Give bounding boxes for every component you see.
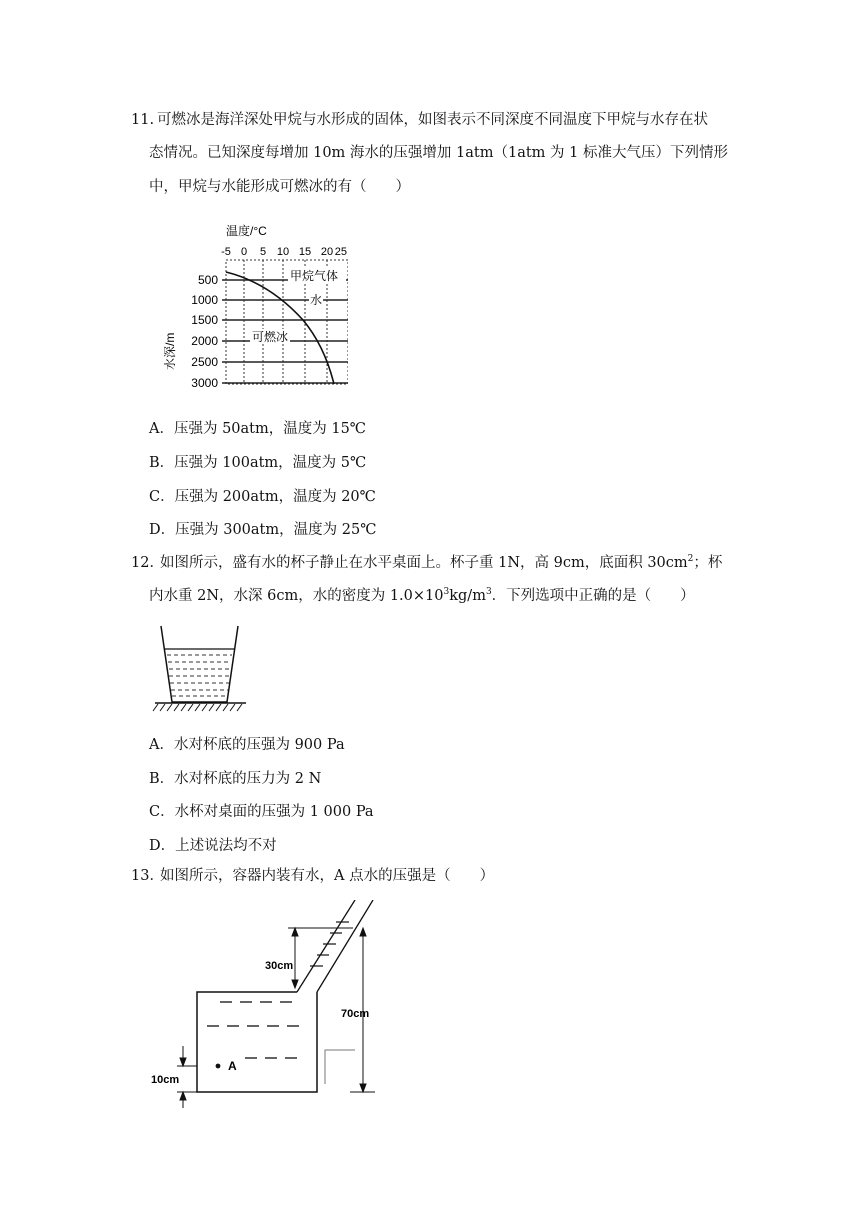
q11-text-line2: 态情况。已知深度每增加 10m 海水的压强增加 1atm（1atm 为 1 标准大气压）下列情形 xyxy=(149,145,728,161)
x-tick: -5 xyxy=(221,246,231,258)
x-tick: 5 xyxy=(259,246,267,258)
y-tick: 1000 xyxy=(191,293,218,307)
q11-text-line3: 中，甲烷与水能形成可燃冰的有（ ） xyxy=(149,179,410,195)
q13-number: 13． xyxy=(131,868,164,884)
q12-number: 12． xyxy=(131,555,164,571)
dim-10cm-label: 10cm xyxy=(151,1074,180,1086)
q11-option-c: C．压强为 200atm，温度为 20℃ xyxy=(149,489,376,505)
region-water: 水 xyxy=(310,293,323,307)
dim-70cm-label: 70cm xyxy=(341,1008,370,1020)
x-tick: 0 xyxy=(240,246,248,258)
x-tick: 10 xyxy=(276,246,290,258)
q12-text-line2: 内水重 2N，水深 6cm，水的密度为 $1.0\times 10^3kg/m^3$．下列选项中正确的是（ ） xyxy=(149,587,695,604)
phase-boundary-curve xyxy=(226,272,334,384)
q12-option-b: B．水对杯底的压力为 2 N xyxy=(149,771,322,787)
y-tick: 2500 xyxy=(191,355,218,369)
point-a-label: A xyxy=(228,1059,237,1073)
q11-phase-diagram xyxy=(158,220,348,392)
q12-option-d: D．上述说法均不对 xyxy=(149,838,277,854)
x-tick: 15 xyxy=(298,246,312,258)
x-tick: 20 xyxy=(320,246,334,258)
q13-container-figure xyxy=(145,900,385,1112)
q11-option-b: B．压强为 100atm，温度为 5℃ xyxy=(149,455,367,471)
q13-text-line1: 如图所示，容器内装有水，A 点水的压强是（ ） xyxy=(160,868,495,884)
q11-option-d: D．压强为 300atm，温度为 25℃ xyxy=(149,522,377,538)
y-tick: 500 xyxy=(197,273,218,287)
y-tick: 3000 xyxy=(191,376,218,390)
q12-option-a: A．水对杯底的压强为 900 Pa xyxy=(149,737,345,753)
y-tick: 2000 xyxy=(191,334,218,348)
q11-option-a: A．压强为 50atm，温度为 15℃ xyxy=(149,421,367,437)
q11-text-line1: 可燃冰是海洋深处甲烷与水形成的固体，如图表示不同深度不同温度下甲烷与水存在状 xyxy=(157,112,708,128)
dim-30cm-label: 30cm xyxy=(265,960,294,972)
q11-number: 11. xyxy=(131,112,155,128)
region-methane-gas: 甲烷气体 xyxy=(290,269,339,283)
depth-axis-label: 水深/m xyxy=(163,332,177,370)
region-combustible-ice: 可燃冰 xyxy=(252,330,289,344)
q12-cup-figure xyxy=(150,622,250,718)
y-tick: 1500 xyxy=(191,313,218,327)
x-tick: 25 xyxy=(334,246,347,258)
q12-option-c: C．水杯对桌面的压强为 1 000 Pa xyxy=(149,804,374,820)
temperature-axis-label: 温度/°C xyxy=(226,224,267,238)
q12-text-line1: 如图所示，盛有水的杯子静止在水平桌面上。杯子重 1N，高 9cm，底面积 $30cm^2$；杯 xyxy=(160,554,723,571)
point-a-marker xyxy=(216,1064,221,1069)
